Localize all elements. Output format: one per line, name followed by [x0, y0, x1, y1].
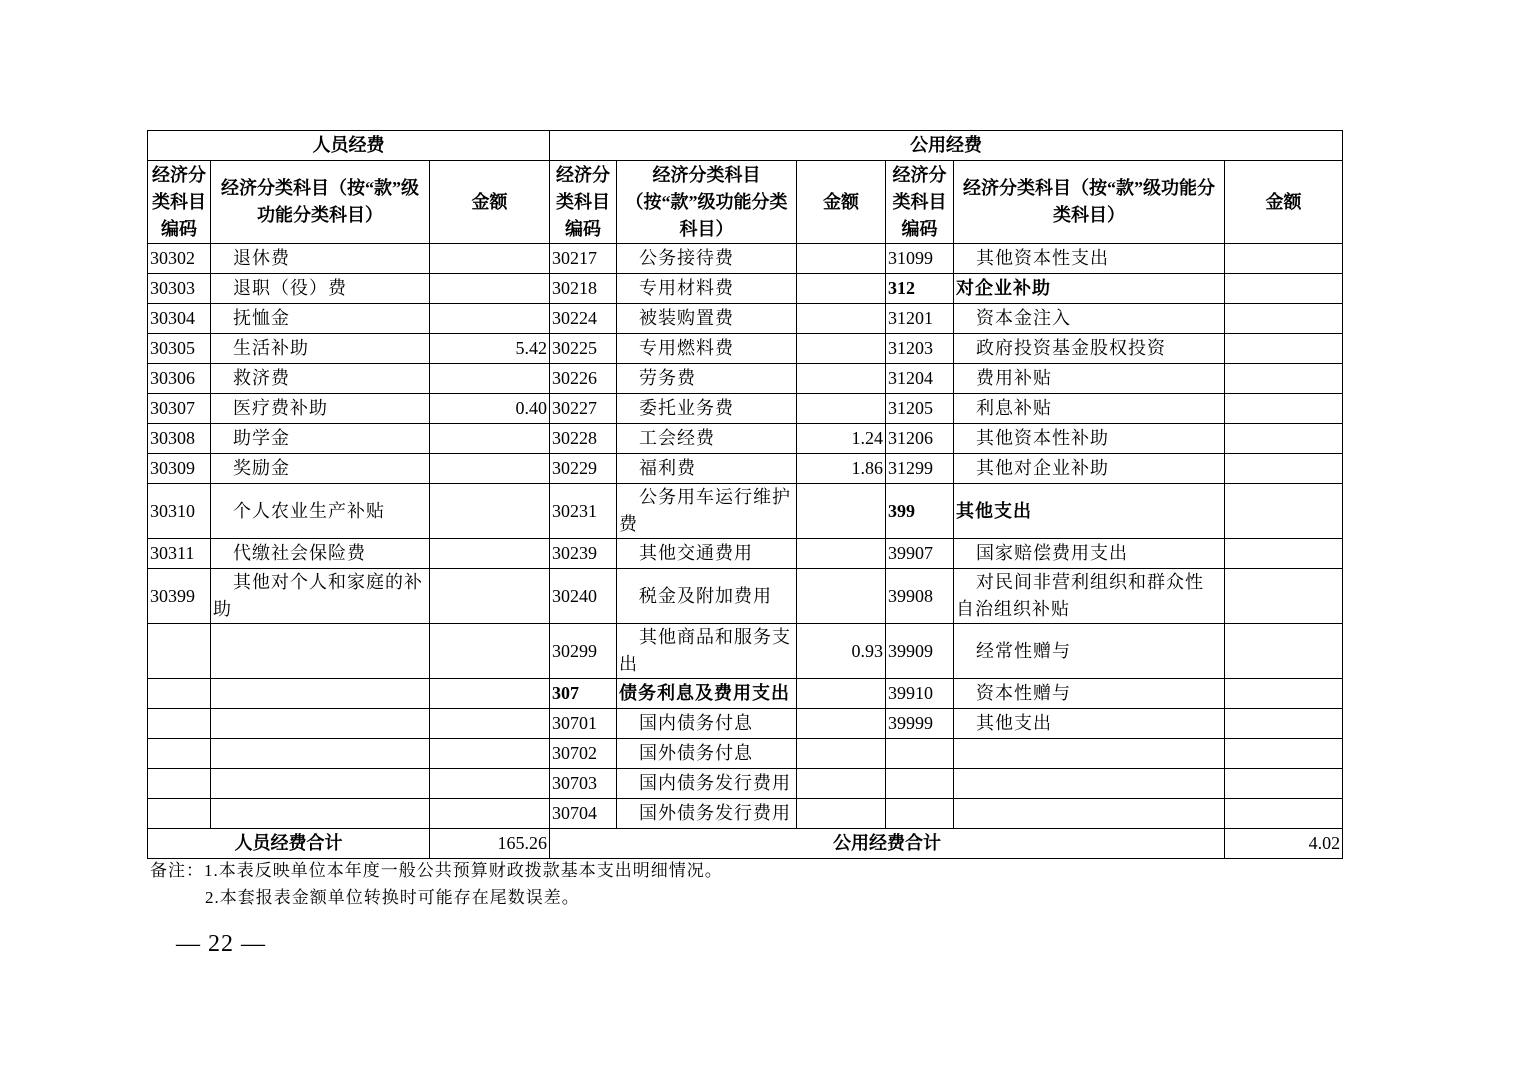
cell-a-amt: [430, 624, 550, 679]
cell-b-code: 30231: [550, 484, 617, 539]
cell-c-name: [954, 364, 1225, 394]
cell-text: 专用燃料费: [639, 338, 735, 358]
cell-c-name: [954, 304, 1225, 334]
cell-a-code: [148, 679, 211, 709]
cell-text: 退职（役）费: [233, 278, 347, 298]
total-personnel-label: 人员经费合计: [148, 829, 430, 859]
cell-c-name: [954, 739, 1225, 769]
cell-c-name: [954, 679, 1225, 709]
cell-text: 助学金: [233, 428, 290, 448]
cell-b-name: [617, 484, 797, 539]
cell-text: 其他交通费用: [639, 543, 754, 563]
cell-a-name: [211, 454, 430, 484]
table-row: [148, 334, 1343, 364]
cell-text: [956, 743, 976, 763]
cell-c-code: 399: [886, 484, 954, 539]
cell-text: 对民间非营利组织和群众性自治组织补贴: [956, 572, 1205, 619]
cell-c-code: 31203: [886, 334, 954, 364]
cell-c-amt: [1225, 739, 1343, 769]
table-row: [148, 679, 1343, 709]
cell-text: 退休费: [233, 248, 290, 268]
header-code: 经济分类科目编码: [886, 161, 954, 244]
cell-a-code: [148, 739, 211, 769]
cell-b-code: 30704: [550, 799, 617, 829]
cell-text: 政府投资基金股权投资: [976, 338, 1167, 358]
cell-b-code: 30226: [550, 364, 617, 394]
cell-b-amt: [797, 709, 886, 739]
header-name: 经济分类科目（按“款”级功能分类科目）: [954, 161, 1225, 244]
cell-a-code: [148, 624, 211, 679]
table-row: [148, 364, 1343, 394]
table-row: [148, 739, 1343, 769]
cell-text: 代缴社会保险费: [233, 543, 366, 563]
cell-text: 医疗费补助: [233, 398, 328, 418]
cell-a-name: [211, 799, 430, 829]
table-row: [148, 394, 1343, 424]
cell-text: [956, 773, 976, 793]
cell-text: 其他资本性支出: [976, 248, 1110, 268]
header-name: 经济分类科目（按“款”级功能分类科目）: [617, 161, 797, 244]
table-row: [148, 539, 1343, 569]
cell-c-name: 其他支出: [954, 484, 1225, 539]
cell-c-amt: [1225, 569, 1343, 624]
cell-b-amt: [797, 679, 886, 709]
cell-text: [213, 773, 233, 793]
cell-text: 其他支出: [976, 713, 1053, 733]
cell-text: 被装购置费: [639, 308, 735, 328]
cell-c-amt: [1225, 539, 1343, 569]
cell-c-code: 31099: [886, 244, 954, 274]
cell-c-name: [954, 244, 1225, 274]
cell-text: 委托业务费: [639, 398, 735, 418]
cell-b-amt: [797, 539, 886, 569]
cell-a-amt: 0.40: [430, 394, 550, 424]
header-code: 经济分类科目编码: [148, 161, 211, 244]
cell-b-name: [617, 799, 797, 829]
cell-a-name: [211, 739, 430, 769]
cell-a-amt: [430, 424, 550, 454]
cell-text: [213, 743, 233, 763]
cell-text: 奖励金: [233, 458, 290, 478]
cell-text: 国家赔偿费用支出: [976, 543, 1129, 563]
cell-c-code: [886, 769, 954, 799]
cell-c-name: [954, 394, 1225, 424]
cell-b-amt: [797, 364, 886, 394]
cell-c-code: 31205: [886, 394, 954, 424]
cell-c-amt: [1225, 334, 1343, 364]
cell-b-code: 30225: [550, 334, 617, 364]
cell-a-amt: [430, 244, 550, 274]
cell-b-amt: [797, 244, 886, 274]
cell-a-amt: 5.42: [430, 334, 550, 364]
cell-c-code: 31299: [886, 454, 954, 484]
cell-text: 公务接待费: [639, 248, 735, 268]
total-public-label: 公用经费合计: [550, 829, 1225, 859]
cell-b-name: [617, 769, 797, 799]
cell-b-name: [617, 304, 797, 334]
cell-text: 抚恤金: [233, 308, 290, 328]
cell-a-code: 30309: [148, 454, 211, 484]
cell-b-code: 30299: [550, 624, 617, 679]
cell-text: 救济费: [233, 368, 290, 388]
cell-a-code: [148, 799, 211, 829]
cell-c-amt: [1225, 679, 1343, 709]
cell-c-name: [954, 709, 1225, 739]
cell-c-code: 39909: [886, 624, 954, 679]
cell-b-code: 30701: [550, 709, 617, 739]
cell-c-name: [954, 769, 1225, 799]
cell-c-name: [954, 539, 1225, 569]
cell-b-name: 债务利息及费用支出: [617, 679, 797, 709]
cell-text: 公务用车运行维护费: [619, 487, 792, 534]
cell-text: [956, 803, 976, 823]
cell-a-amt: [430, 274, 550, 304]
cell-b-code: 30239: [550, 539, 617, 569]
cell-b-amt: 0.93: [797, 624, 886, 679]
cell-a-name: [211, 394, 430, 424]
cell-a-name: [211, 569, 430, 624]
group-header-personnel: 人员经费: [148, 131, 550, 161]
cell-a-amt: [430, 739, 550, 769]
cell-b-name: [617, 274, 797, 304]
cell-a-code: 30307: [148, 394, 211, 424]
cell-b-code: 30703: [550, 769, 617, 799]
cell-text: 其他商品和服务支出: [619, 627, 792, 674]
cell-text: 个人农业生产补贴: [233, 500, 385, 521]
table-row: [148, 624, 1343, 679]
cell-c-code: 31206: [886, 424, 954, 454]
cell-text: [213, 803, 233, 823]
cell-b-code: 30218: [550, 274, 617, 304]
cell-b-name: [617, 739, 797, 769]
cell-b-amt: [797, 484, 886, 539]
cell-b-amt: [797, 394, 886, 424]
cell-b-amt: 1.24: [797, 424, 886, 454]
cell-b-name: [617, 454, 797, 484]
header-amount: 金额: [430, 161, 550, 244]
cell-b-name: [617, 244, 797, 274]
header-amount: 金额: [797, 161, 886, 244]
cell-b-name: [617, 364, 797, 394]
table-row: [148, 799, 1343, 829]
cell-text: 福利费: [639, 458, 697, 478]
cell-c-code: 39907: [886, 539, 954, 569]
cell-c-code: 39999: [886, 709, 954, 739]
cell-text: 其他对企业补助: [976, 458, 1110, 478]
cell-a-name: [211, 539, 430, 569]
budget-table: [147, 130, 1343, 859]
page-number: — 22 —: [176, 931, 266, 957]
cell-b-code: 30229: [550, 454, 617, 484]
cell-text: [213, 683, 233, 703]
cell-text: [213, 641, 233, 661]
cell-a-amt: [430, 799, 550, 829]
cell-text: 国内债务付息: [639, 713, 754, 733]
cell-a-name: [211, 769, 430, 799]
table-row: [148, 424, 1343, 454]
cell-c-name: [954, 569, 1225, 624]
cell-b-name: [617, 424, 797, 454]
cell-b-amt: [797, 334, 886, 364]
total-public-value: 4.02: [1225, 829, 1343, 859]
total-personnel-value: 165.26: [430, 829, 550, 859]
cell-c-amt: [1225, 424, 1343, 454]
cell-c-amt: [1225, 274, 1343, 304]
cell-text: 工会经费: [639, 428, 716, 448]
cell-c-amt: [1225, 364, 1343, 394]
cell-b-amt: [797, 739, 886, 769]
cell-a-amt: [430, 569, 550, 624]
cell-a-amt: [430, 709, 550, 739]
cell-c-amt: [1225, 769, 1343, 799]
cell-text: 专用材料费: [639, 278, 735, 298]
cell-text: 国外债务付息: [639, 743, 754, 763]
cell-text: 资本性赠与: [976, 683, 1072, 703]
cell-a-code: 30305: [148, 334, 211, 364]
note-line-2: 2.本套报表金额单位转换时可能存在尾数误差。: [205, 888, 580, 907]
cell-a-amt: [430, 539, 550, 569]
cell-text: 国内债务发行费用: [639, 773, 792, 793]
cell-text: [213, 713, 233, 733]
cell-b-code: 30224: [550, 304, 617, 334]
cell-b-amt: [797, 569, 886, 624]
cell-text: 税金及附加费用: [639, 585, 773, 606]
cell-a-amt: [430, 769, 550, 799]
table-row: [148, 569, 1343, 624]
cell-c-code: 39910: [886, 679, 954, 709]
cell-text: 生活补助: [233, 338, 309, 358]
cell-a-name: [211, 304, 430, 334]
table-row: [148, 274, 1343, 304]
cell-b-amt: 1.86: [797, 454, 886, 484]
cell-a-code: 30303: [148, 274, 211, 304]
cell-a-code: 30399: [148, 569, 211, 624]
cell-a-name: [211, 424, 430, 454]
table-row: [148, 244, 1343, 274]
cell-c-amt: [1225, 394, 1343, 424]
notes: [150, 857, 723, 911]
table-row: [148, 709, 1343, 739]
cell-text: 劳务费: [639, 368, 697, 388]
cell-c-amt: [1225, 454, 1343, 484]
cell-text: 国外债务发行费用: [639, 803, 792, 823]
cell-c-code: 31201: [886, 304, 954, 334]
cell-text: 费用补贴: [976, 368, 1053, 388]
cell-b-code: 30227: [550, 394, 617, 424]
cell-text: 其他资本性补助: [976, 428, 1110, 448]
cell-b-name: [617, 334, 797, 364]
cell-a-amt: [430, 484, 550, 539]
cell-b-name: [617, 624, 797, 679]
cell-text: 利息补贴: [976, 398, 1053, 418]
cell-c-amt: [1225, 484, 1343, 539]
cell-a-amt: [430, 679, 550, 709]
cell-b-code: 30217: [550, 244, 617, 274]
cell-a-code: [148, 769, 211, 799]
cell-a-code: 30311: [148, 539, 211, 569]
cell-a-amt: [430, 454, 550, 484]
cell-a-code: 30310: [148, 484, 211, 539]
cell-b-code: 30240: [550, 569, 617, 624]
cell-b-code: 30702: [550, 739, 617, 769]
cell-a-name: [211, 709, 430, 739]
cell-c-code: 39908: [886, 569, 954, 624]
cell-c-code: 31204: [886, 364, 954, 394]
cell-a-name: [211, 274, 430, 304]
cell-b-name: [617, 709, 797, 739]
header-amount: 金额: [1225, 161, 1343, 244]
cell-b-name: [617, 394, 797, 424]
cell-c-name: [954, 334, 1225, 364]
cell-a-code: 30302: [148, 244, 211, 274]
cell-c-name: 对企业补助: [954, 274, 1225, 304]
cell-b-amt: [797, 274, 886, 304]
cell-c-amt: [1225, 244, 1343, 274]
cell-b-amt: [797, 799, 886, 829]
cell-a-name: [211, 484, 430, 539]
cell-c-code: [886, 739, 954, 769]
header-code: 经济分类科目编码: [550, 161, 617, 244]
cell-a-code: 30304: [148, 304, 211, 334]
table-row: [148, 304, 1343, 334]
cell-b-code: 307: [550, 679, 617, 709]
cell-text: 资本金注入: [976, 308, 1072, 328]
cell-b-name: [617, 539, 797, 569]
cell-a-code: [148, 709, 211, 739]
cell-c-code: 312: [886, 274, 954, 304]
header-name: 经济分类科目（按“款”级功能分类科目）: [211, 161, 430, 244]
cell-c-name: [954, 424, 1225, 454]
cell-b-code: 30228: [550, 424, 617, 454]
cell-text: 其他对个人和家庭的补助: [213, 572, 423, 619]
cell-c-amt: [1225, 304, 1343, 334]
cell-c-amt: [1225, 709, 1343, 739]
cell-b-name: [617, 569, 797, 624]
cell-a-name: [211, 624, 430, 679]
note-line-1: 备注：1.本表反映单位本年度一般公共预算财政拨款基本支出明细情况。: [150, 861, 723, 880]
cell-b-amt: [797, 769, 886, 799]
cell-c-amt: [1225, 799, 1343, 829]
cell-a-name: [211, 364, 430, 394]
table-row: [148, 454, 1343, 484]
cell-a-amt: [430, 364, 550, 394]
group-header-public: 公用经费: [550, 131, 1343, 161]
cell-a-name: [211, 244, 430, 274]
cell-a-code: 30308: [148, 424, 211, 454]
cell-a-code: 30306: [148, 364, 211, 394]
table-row: [148, 484, 1343, 539]
table-row: [148, 769, 1343, 799]
cell-c-name: [954, 624, 1225, 679]
cell-c-amt: [1225, 624, 1343, 679]
cell-a-amt: [430, 304, 550, 334]
cell-text: 经常性赠与: [976, 640, 1072, 661]
cell-c-code: [886, 799, 954, 829]
cell-b-amt: [797, 304, 886, 334]
cell-c-name: [954, 454, 1225, 484]
cell-c-name: [954, 799, 1225, 829]
cell-a-name: [211, 679, 430, 709]
cell-a-name: [211, 334, 430, 364]
